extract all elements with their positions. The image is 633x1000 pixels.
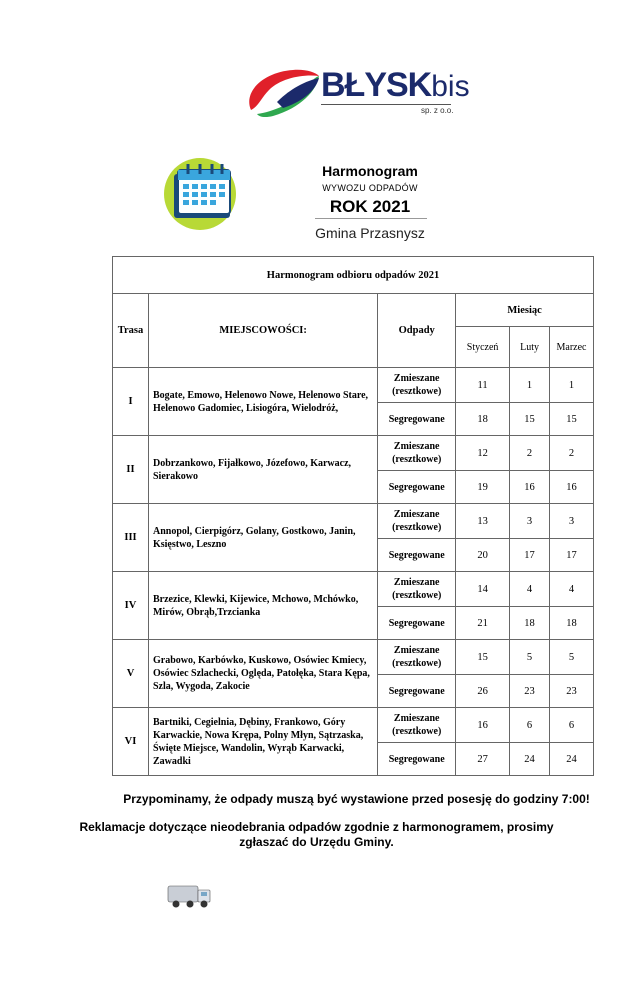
schedule-subtitle: WYWOZU ODPADÓW xyxy=(322,183,418,193)
month-header: Luty xyxy=(510,327,550,368)
logo-underline xyxy=(321,104,451,105)
waste-type-segregated: Segregowane xyxy=(378,743,456,776)
segregated-date: 23 xyxy=(550,675,594,708)
waste-type-mixed xyxy=(378,368,456,403)
route-locations: Bogate, Emowo, Helenowo Nowe, Helenowo Stare, Helenowo Gadomiec, Lisiogóra, Wielodróż, xyxy=(148,368,377,436)
route-id: II xyxy=(113,436,149,504)
mixed-date: 11 xyxy=(456,368,510,403)
segregated-date: 17 xyxy=(550,539,594,572)
schedule-year: ROK 2021 xyxy=(329,197,411,216)
company-logo xyxy=(243,62,470,124)
mixed-date: 5 xyxy=(510,640,550,675)
mixed-date: 14 xyxy=(456,572,510,607)
complaints-line-1: Reklamacje dotyczące nieodebrania odpadów zgodnie z harmonogramem, prosimy xyxy=(79,820,554,834)
mixed-date: 4 xyxy=(550,572,594,607)
mixed-sublabel: (resztkowe) xyxy=(392,726,442,737)
route-id: I xyxy=(113,368,149,436)
table-header-row xyxy=(113,294,594,327)
schedule-table xyxy=(112,256,594,776)
waste-type-segregated: Segregowane xyxy=(378,403,456,436)
month-header: Marzec xyxy=(550,327,594,368)
mixed-label: Zmieszane xyxy=(393,713,440,724)
segregated-date: 23 xyxy=(510,675,550,708)
waste-type-segregated: Segregowane xyxy=(378,471,456,504)
segregated-date: 18 xyxy=(550,607,594,640)
mixed-label: Zmieszane xyxy=(393,373,440,384)
complaints-line-2: zgłaszać do Urzędu Gminy. xyxy=(239,835,394,849)
mixed-date: 2 xyxy=(510,436,550,471)
mixed-date: 6 xyxy=(510,708,550,743)
municipality-name: Gmina Przasnysz xyxy=(315,225,425,241)
mixed-date: 3 xyxy=(550,504,594,539)
mixed-label: Zmieszane xyxy=(393,509,440,520)
table-row xyxy=(113,572,594,607)
waste-type-mixed xyxy=(378,504,456,539)
segregated-date: 24 xyxy=(510,743,550,776)
mixed-date: 3 xyxy=(510,504,550,539)
waste-type-segregated: Segregowane xyxy=(378,607,456,640)
month-header: Styczeń xyxy=(456,327,510,368)
route-id: VI xyxy=(113,708,149,776)
mixed-label: Zmieszane xyxy=(393,645,440,656)
waste-type-mixed xyxy=(378,436,456,471)
pickup-time-reminder: Przypominamy, że odpady muszą być wystawione przed posesję do godziny 7:00! xyxy=(123,792,590,806)
header-trasa: Trasa xyxy=(113,294,149,368)
segregated-date: 24 xyxy=(550,743,594,776)
waste-type-segregated: Segregowane xyxy=(378,675,456,708)
header-locations: MIEJSCOWOŚCI: xyxy=(148,294,377,368)
table-caption-row xyxy=(113,257,594,294)
route-locations: Grabowo, Karbówko, Kuskowo, Osówiec Kmiecy, Osówiec Szlachecki, Oględa, Patołęka, Stara Kępa, Szla, Wygoda, Zakocie xyxy=(148,640,377,708)
table-row xyxy=(113,504,594,539)
mixed-label: Zmieszane xyxy=(393,441,440,452)
header-waste: Odpady xyxy=(378,294,456,368)
segregated-date: 18 xyxy=(510,607,550,640)
table-row xyxy=(113,708,594,743)
header-month: Miesiąc xyxy=(456,294,594,327)
garbage-truck-icon xyxy=(166,880,214,910)
route-id: III xyxy=(113,504,149,572)
segregated-date: 15 xyxy=(510,403,550,436)
segregated-date: 20 xyxy=(456,539,510,572)
mixed-date: 15 xyxy=(456,640,510,675)
mixed-sublabel: (resztkowe) xyxy=(392,454,442,465)
route-locations: Brzezice, Klewki, Kijewice, Mchowo, Mchówko, Mirów, Obrąb,Trzcianka xyxy=(148,572,377,640)
logo-subtitle: sp. z o.o. xyxy=(421,106,454,115)
table-row xyxy=(113,436,594,471)
segregated-date: 21 xyxy=(456,607,510,640)
mixed-date: 2 xyxy=(550,436,594,471)
mixed-sublabel: (resztkowe) xyxy=(392,590,442,601)
segregated-date: 16 xyxy=(550,471,594,504)
table-row xyxy=(113,368,594,403)
calendar-icon xyxy=(160,152,240,232)
logo-swoosh-icon xyxy=(243,62,323,124)
header-divider xyxy=(315,218,427,219)
schedule-title: Harmonogram xyxy=(322,163,418,179)
mixed-sublabel: (resztkowe) xyxy=(392,522,442,533)
mixed-date: 13 xyxy=(456,504,510,539)
segregated-date: 17 xyxy=(510,539,550,572)
segregated-date: 18 xyxy=(456,403,510,436)
segregated-date: 15 xyxy=(550,403,594,436)
segregated-date: 16 xyxy=(510,471,550,504)
table-row xyxy=(113,640,594,675)
mixed-date: 1 xyxy=(510,368,550,403)
mixed-date: 12 xyxy=(456,436,510,471)
route-locations: Annopol, Cierpigórz, Golany, Gostkowo, Janin, Księstwo, Leszno xyxy=(148,504,377,572)
segregated-date: 19 xyxy=(456,471,510,504)
waste-type-segregated: Segregowane xyxy=(378,539,456,572)
mixed-label: Zmieszane xyxy=(393,577,440,588)
route-id: V xyxy=(113,640,149,708)
table-caption: Harmonogram odbioru odpadów 2021 xyxy=(113,257,594,294)
mixed-date: 1 xyxy=(550,368,594,403)
waste-type-mixed xyxy=(378,572,456,607)
route-locations: Dobrzankowo, Fijałkowo, Józefowo, Karwacz, Sierakowo xyxy=(148,436,377,504)
segregated-date: 26 xyxy=(456,675,510,708)
mixed-date: 16 xyxy=(456,708,510,743)
mixed-sublabel: (resztkowe) xyxy=(392,386,442,397)
mixed-date: 6 xyxy=(550,708,594,743)
mixed-date: 5 xyxy=(550,640,594,675)
route-id: IV xyxy=(113,572,149,640)
route-locations: Bartniki, Cegielnia, Dębiny, Frankowo, Góry Karwackie, Nowa Krępa, Polny Młyn, Sątrzaska, Święte Miejsce, Wandolin, Wyrąb Karwacki, Zawadki xyxy=(148,708,377,776)
waste-type-mixed xyxy=(378,640,456,675)
complaints-note xyxy=(0,820,633,850)
mixed-sublabel: (resztkowe) xyxy=(392,658,442,669)
segregated-date: 27 xyxy=(456,743,510,776)
logo-wordmark: BŁYSKbis xyxy=(321,66,470,104)
waste-type-mixed xyxy=(378,708,456,743)
company-footer xyxy=(118,878,218,918)
mixed-date: 4 xyxy=(510,572,550,607)
